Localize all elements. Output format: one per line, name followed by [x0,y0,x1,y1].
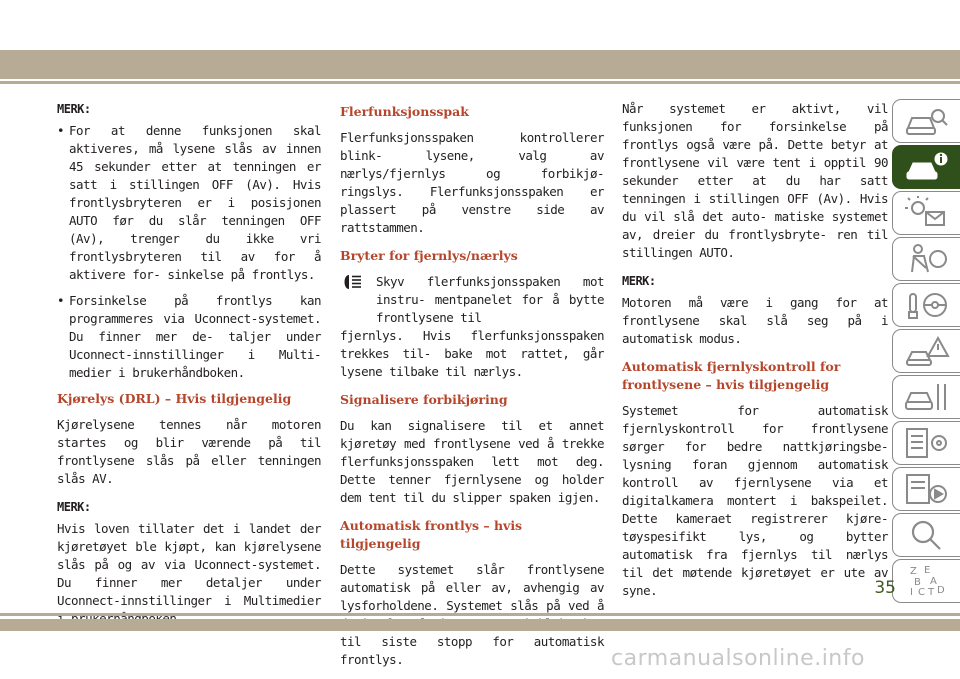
paragraph: Du kan signalisere til et annet kjøretøy med frontlysene ved å trekke flerfunksjonsspaken lett mot deg. Dette tenner fjernlysene og holder dem tent til du slipper spaken igjen. [340,418,604,505]
column-3 [622,100,888,610]
magnifier-icon [904,518,950,552]
car-wrench-icon [904,380,950,414]
top-rule [0,81,960,84]
tab-safety[interactable] [892,237,960,281]
bottom-band [0,619,960,631]
note-label: MERK: [57,500,91,514]
tab-car-search[interactable] [892,99,960,143]
specs-gear-icon [904,426,950,460]
tab-warning-lights[interactable] [892,191,960,235]
high-beam-icon [340,274,362,290]
tab-multimedia[interactable] [892,467,960,511]
bullet-list [57,122,321,382]
tab-specifications[interactable] [892,421,960,465]
paragraph: Når systemet er aktivt, vil funksjonen for forsinkelse på frontlys også være på. Dette betyr at frontlysene vil være tent i opptil 90 sekunder etter at du har satt tenningen i stillingen OFF (Av). Hvis du vil slå det auto- matiske systemet av, dreier du frontlysbryte- ren til stillingen AUTO. [622,101,888,260]
note-label: MERK: [57,102,91,116]
car-info-icon [904,150,950,184]
list-item [57,122,321,284]
bullet-dot: • [57,123,65,138]
seatbelt-airbag-icon [904,242,950,276]
warning-light-mail-icon [904,196,950,230]
section-heading: Bryter for fjernlys/nærlys [340,248,518,263]
paragraph: Kjørelysene tennes når motoren startes og blir værende på til frontlysene slås på eller tenningen slås AV. [57,417,321,486]
tab-driving[interactable] [892,283,960,327]
note-label: MERK: [622,274,656,288]
paragraph: Systemet for automatisk fjernlyskontroll for frontlysene sørger for bedre nattkjøringsbe- lysning foran gjennom automatisk kontroll av fjernlysene via et digitalkamera montert i bakspeilet. Dette kameraet registrerer kjøre- tøyspesifikt lys, og bytter automatisk fra fjernlys til nærlys til det møtende kjøretøyet er ute av syne. [622,403,888,598]
tab-car-info[interactable] [892,145,960,189]
icon-paragraph-lead: Skyv flerfunksjonsspaken mot instru- mentpanelet for å bytte frontlysene til [376,274,604,325]
hazard-car-icon [904,334,950,368]
tab-service[interactable] [892,375,960,419]
car-search-icon [904,104,950,138]
multimedia-icon [904,472,950,506]
section-heading: Flerfunksjonsspak [340,104,469,119]
bullet-text: Forsinkelse på frontlys kan programmeres via Uconnect-systemet. Du finner mer de- taljer under Uconnect-innstillinger i Multi- medier i brukerhåndboken. [69,293,321,380]
column-1 [57,100,321,638]
bullet-text: For at denne funksjonen skal aktiveres, må lysene slås av innen 45 sekunder etter at tenningen er satt i stillingen OFF (Av). Hvis frontlysbryteren er i posisjonen AUTO før du slår tenningen OFF (Av), trenger du ikke vri frontlysbryteren til av for å aktivere for- sinkelse på frontlys. [69,123,321,282]
section-heading: Signalisere forbikjøring [340,392,508,407]
svg-text:Z: Z [909,566,917,577]
paragraph: Hvis loven tillater det i landet der kjøretøyet ble kjøpt, kan kjørelysene slås på og av via Uconnect-systemet. Du finner mer detaljer under Uconnect-innstillinger i Multimedier [57,521,321,608]
tab-emergency[interactable] [892,329,960,373]
top-band [0,50,960,79]
svg-text:A: A [929,576,937,587]
tab-search[interactable] [892,513,960,557]
tab-index[interactable] [892,559,960,603]
section-heading: Kjørelys (DRL) – Hvis tilgjengelig [57,391,292,406]
chapter-tabs [892,99,960,605]
svg-text:B: B [913,577,921,588]
paragraph: Flerfunksjonsspaken kontrollerer blink- lysene, valg av nærlys/fjernlys og forbikjø- ringslys. Flerfunksjonsspaken er plassert på venstre side av rattstammen. [340,130,604,235]
svg-text:E: E [923,565,930,576]
svg-text:D: D [936,585,945,596]
steering-wheel-icon [904,288,950,322]
column-2 [340,103,604,679]
list-item [57,292,321,382]
bottom-rule [0,613,960,616]
section-heading: Automatisk frontlys – hvis tilgjengelig [340,518,523,551]
index-letters-icon [904,564,950,598]
paragraph: Motoren må være i gang for at frontlysene skal slå seg på i automatisk modus. [622,295,888,346]
icon-paragraph [340,273,604,381]
section-heading: Automatisk fjernlyskontroll for frontlysene – hvis tilgjengelig [622,359,841,392]
bullet-dot: • [57,293,65,308]
watermark-text: carmanualsonline.info [611,646,865,671]
icon-paragraph-rest: fjernlys. Hvis flerfunksjonsspaken trekkes til- bake mot rattet, går lysene tilbake til nærlys. [340,328,604,379]
svg-text:I: I [909,587,913,598]
svg-text:T: T [927,587,934,598]
page-number: 35 [874,578,896,598]
paragraph: Dette systemet slår frontlysene automatisk på eller av, avhengig av lysforholdene. Systemet slås på ved å til siste stopp for automatisk frontlys. [340,562,604,667]
svg-text:C: C [917,587,925,598]
